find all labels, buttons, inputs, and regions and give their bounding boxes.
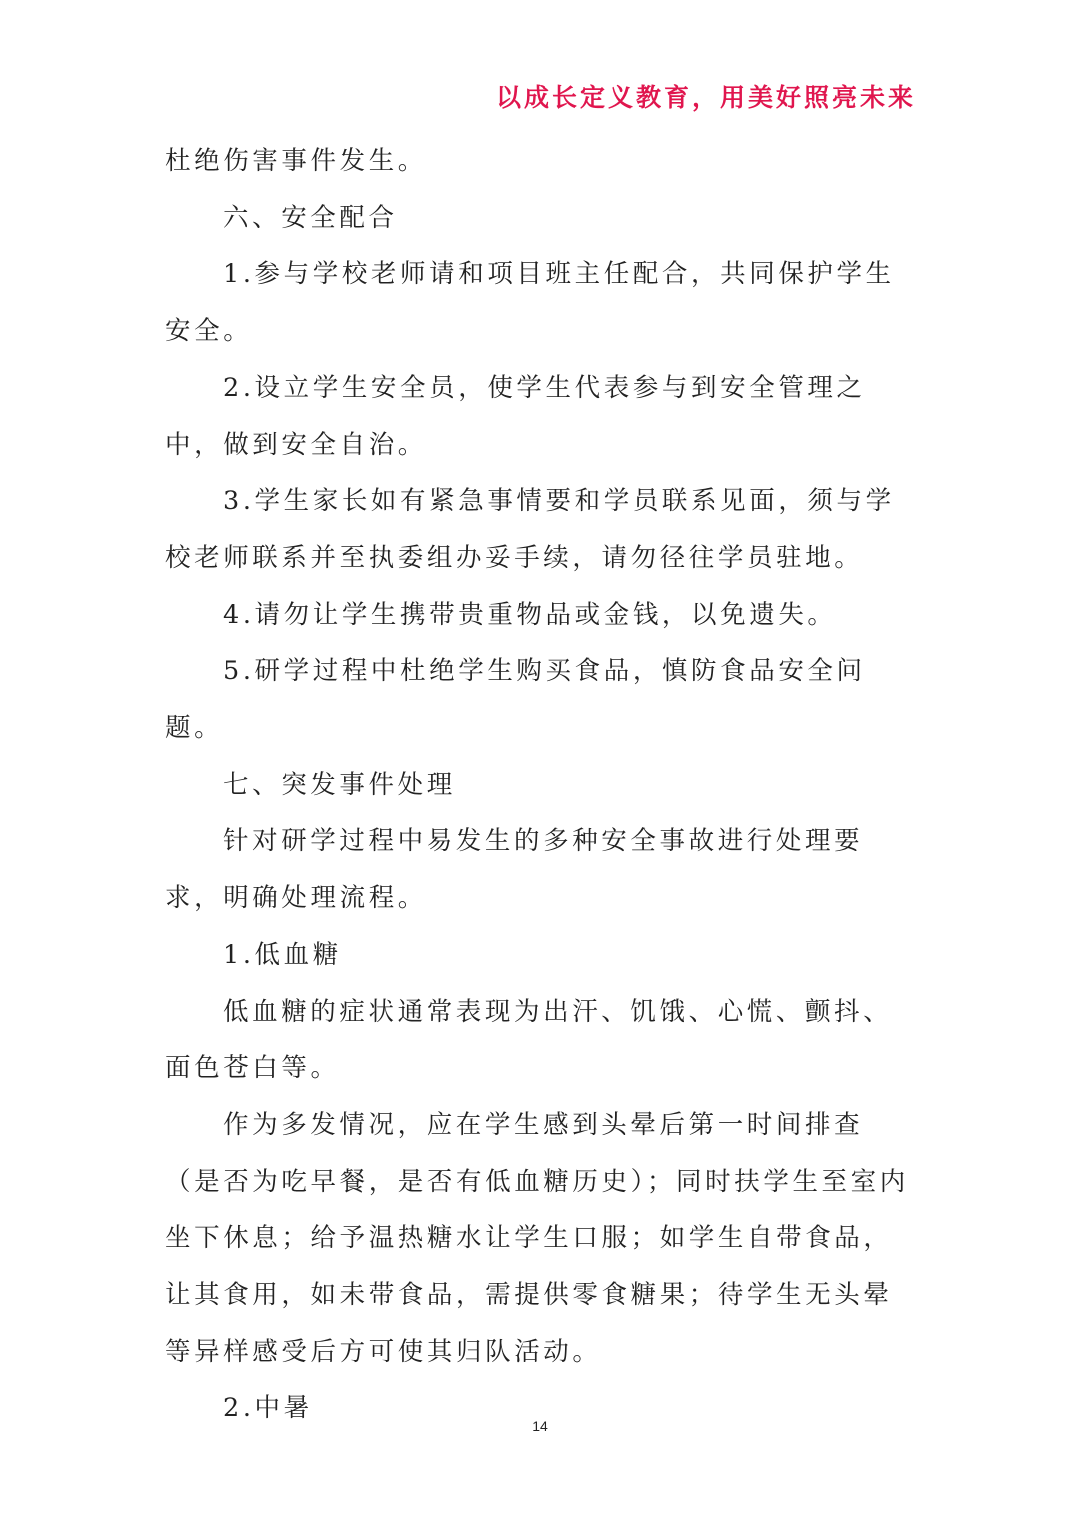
- paragraph: 低血糖的症状通常表现为出汗、饥饿、心慌、颤抖、面色苍白等。: [165, 996, 893, 1084]
- paragraph: 作为多发情况，应在学生感到头晕后第一时间排查（是否为吃早餐，是否有低血糖历史）；同时扶学生至室内坐下休息；给予温热糖水让学生口服；如学生自带食品，让其食用，如未带食品，需提供零食糖果；待学生无头晕等异样感受后方可使其归队活动。: [165, 1109, 909, 1367]
- paragraph: 1.参与学校老师请和项目班主任配合，共同保护学生安全。: [165, 259, 895, 347]
- page-number: 14: [532, 1418, 548, 1434]
- header-slogan: 以成长定义教育，用美好照亮未来: [495, 83, 916, 112]
- paragraph: 3.学生家长如有紧急事情要和学员联系见面，须与学校老师联系并至执委组办妥手续，请勿径往学员驻地。: [165, 486, 895, 573]
- paragraph: 2.设立学生安全员，使学生代表参与到安全管理之中，做到安全自治。: [165, 372, 866, 460]
- paragraph: 杜绝伤害事件发生。: [165, 146, 427, 176]
- paragraph: 5.研学过程中杜绝学生购买食品，慎防食品安全问题。: [165, 656, 866, 744]
- paragraph: 4.请勿让学生携带贵重物品或金钱，以免遗失。: [223, 599, 837, 630]
- subsection-heading: 2.中暑: [223, 1393, 313, 1424]
- body-text: [165, 133, 917, 1437]
- paragraph: 针对研学过程中易发生的多种安全事故进行处理要求，明确处理流程。: [165, 826, 864, 914]
- section-heading: 七、突发事件处理: [223, 769, 456, 800]
- section-heading: 六、安全配合: [223, 202, 398, 233]
- subsection-heading: 1.低血糖: [223, 939, 342, 970]
